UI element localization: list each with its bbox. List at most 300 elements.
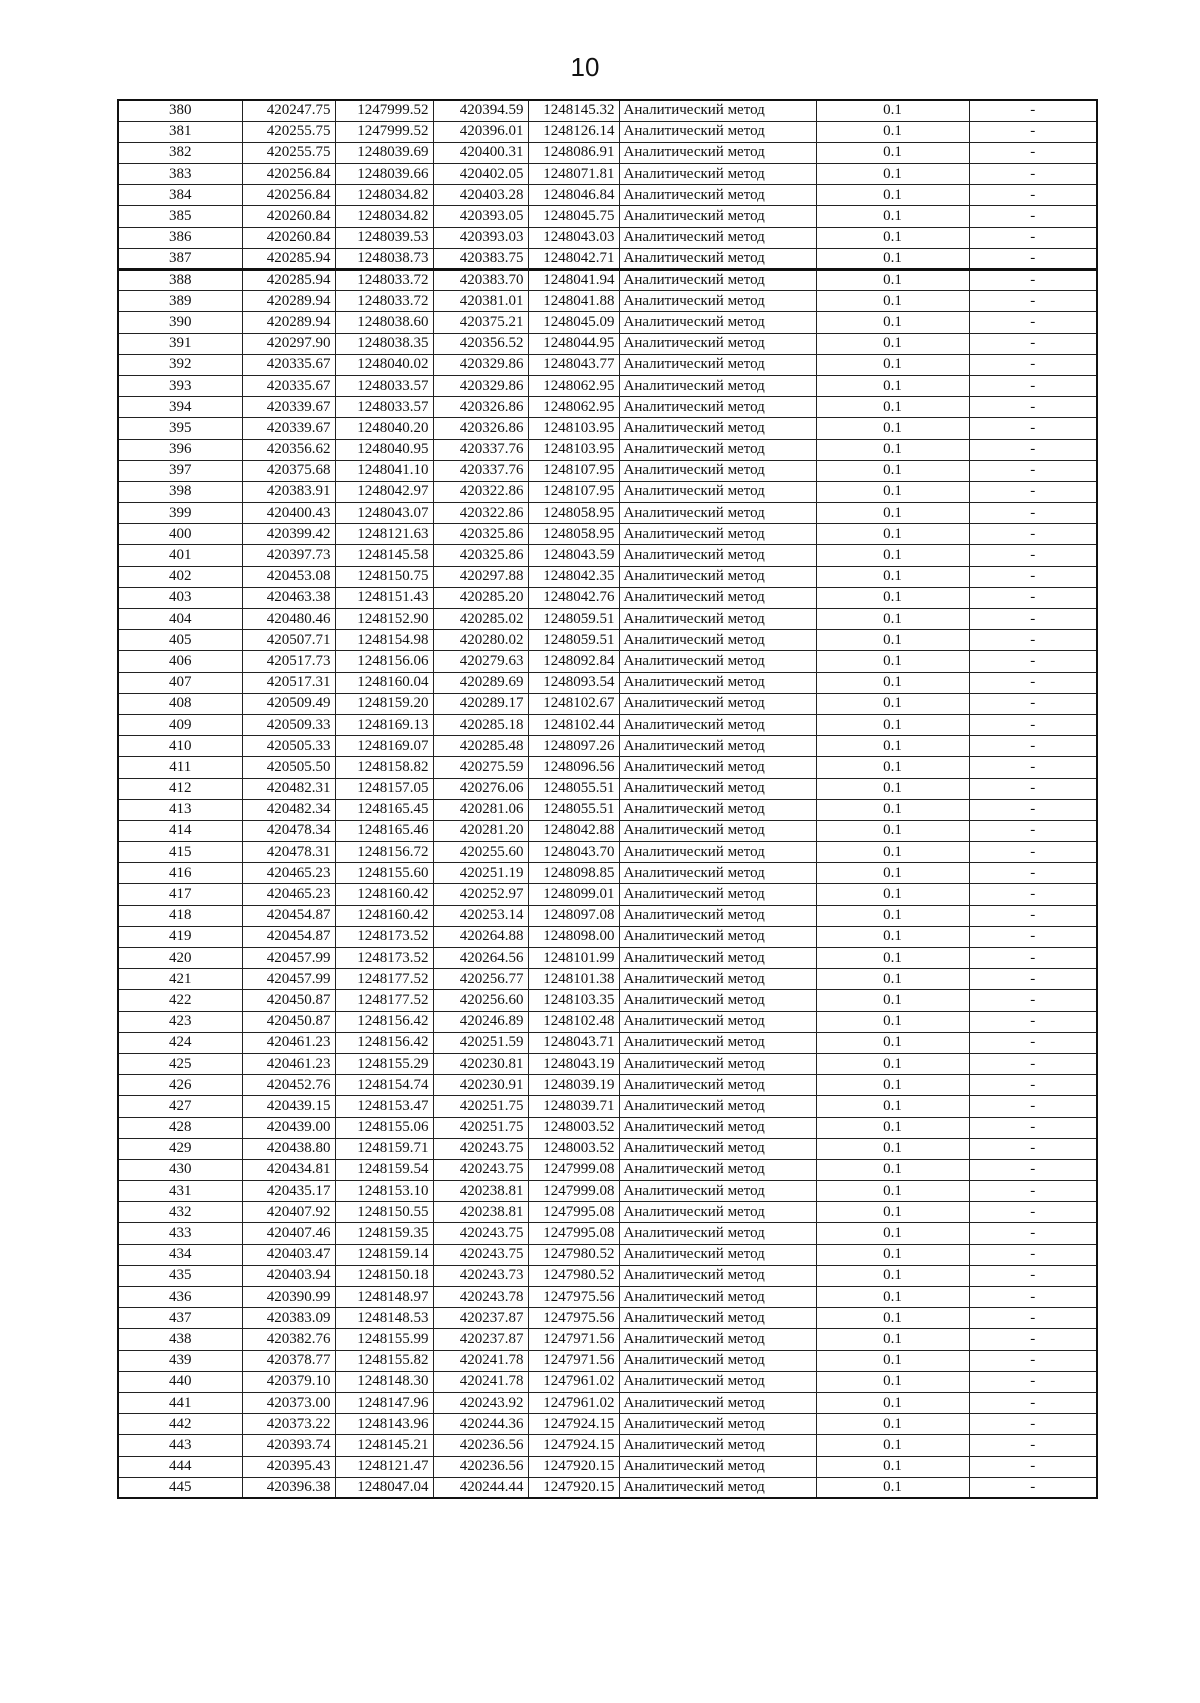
x2-cell: 420241.78 bbox=[433, 1350, 528, 1371]
y2-cell: 1247980.52 bbox=[528, 1244, 619, 1265]
y1-cell: 1248039.53 bbox=[335, 227, 433, 248]
y1-cell: 1248177.52 bbox=[335, 990, 433, 1011]
y2-cell: 1247961.02 bbox=[528, 1371, 619, 1392]
y1-cell: 1248121.47 bbox=[335, 1456, 433, 1477]
y2-cell: 1248102.48 bbox=[528, 1011, 619, 1032]
point-number: 412 bbox=[118, 778, 242, 799]
y2-cell: 1248092.84 bbox=[528, 651, 619, 672]
point-number: 410 bbox=[118, 736, 242, 757]
y2-cell: 1248103.35 bbox=[528, 990, 619, 1011]
y2-cell: 1248101.99 bbox=[528, 948, 619, 969]
note-cell: - bbox=[969, 757, 1097, 778]
y1-cell: 1248151.43 bbox=[335, 587, 433, 608]
method-cell: Аналитический метод bbox=[619, 1308, 816, 1329]
point-number: 435 bbox=[118, 1265, 242, 1286]
y1-cell: 1248038.73 bbox=[335, 248, 433, 269]
method-cell: Аналитический метод bbox=[619, 693, 816, 714]
method-cell: Аналитический метод bbox=[619, 842, 816, 863]
x1-cell: 420289.94 bbox=[242, 312, 335, 333]
note-cell: - bbox=[969, 1096, 1097, 1117]
table-row bbox=[118, 693, 1097, 714]
table-row bbox=[118, 1032, 1097, 1053]
precision-cell: 0.1 bbox=[816, 926, 969, 947]
y1-cell: 1248047.04 bbox=[335, 1477, 433, 1498]
x1-cell: 420335.67 bbox=[242, 375, 335, 396]
precision-cell: 0.1 bbox=[816, 1244, 969, 1265]
y1-cell: 1248033.57 bbox=[335, 397, 433, 418]
point-number: 402 bbox=[118, 566, 242, 587]
note-cell: - bbox=[969, 354, 1097, 375]
method-cell: Аналитический метод bbox=[619, 1477, 816, 1498]
method-cell: Аналитический метод bbox=[619, 439, 816, 460]
y2-cell: 1247975.56 bbox=[528, 1287, 619, 1308]
y1-cell: 1248173.52 bbox=[335, 948, 433, 969]
point-number: 389 bbox=[118, 291, 242, 312]
y1-cell: 1248154.74 bbox=[335, 1075, 433, 1096]
method-cell: Аналитический метод bbox=[619, 100, 816, 121]
point-number: 437 bbox=[118, 1308, 242, 1329]
x1-cell: 420439.15 bbox=[242, 1096, 335, 1117]
method-cell: Аналитический метод bbox=[619, 121, 816, 142]
method-cell: Аналитический метод bbox=[619, 905, 816, 926]
y1-cell: 1248155.06 bbox=[335, 1117, 433, 1138]
x1-cell: 420482.31 bbox=[242, 778, 335, 799]
precision-cell: 0.1 bbox=[816, 969, 969, 990]
x1-cell: 420478.31 bbox=[242, 842, 335, 863]
table-row bbox=[118, 863, 1097, 884]
x1-cell: 420505.33 bbox=[242, 736, 335, 757]
y2-cell: 1248086.91 bbox=[528, 142, 619, 163]
note-cell: - bbox=[969, 714, 1097, 735]
point-number: 426 bbox=[118, 1075, 242, 1096]
y1-cell: 1248177.52 bbox=[335, 969, 433, 990]
table-row bbox=[118, 1477, 1097, 1498]
table-row bbox=[118, 312, 1097, 333]
x2-cell: 420264.56 bbox=[433, 948, 528, 969]
y1-cell: 1248034.82 bbox=[335, 206, 433, 227]
y1-cell: 1248143.96 bbox=[335, 1414, 433, 1435]
method-cell: Аналитический метод bbox=[619, 757, 816, 778]
y1-cell: 1248169.07 bbox=[335, 736, 433, 757]
note-cell: - bbox=[969, 884, 1097, 905]
x1-cell: 420509.49 bbox=[242, 693, 335, 714]
y1-cell: 1248169.13 bbox=[335, 714, 433, 735]
precision-cell: 0.1 bbox=[816, 1371, 969, 1392]
table-row bbox=[118, 227, 1097, 248]
x2-cell: 420230.91 bbox=[433, 1075, 528, 1096]
note-cell: - bbox=[969, 990, 1097, 1011]
x1-cell: 420480.46 bbox=[242, 609, 335, 630]
table-row bbox=[118, 1096, 1097, 1117]
point-number: 438 bbox=[118, 1329, 242, 1350]
x1-cell: 420452.76 bbox=[242, 1075, 335, 1096]
precision-cell: 0.1 bbox=[816, 1350, 969, 1371]
x1-cell: 420450.87 bbox=[242, 1011, 335, 1032]
method-cell: Аналитический метод bbox=[619, 1032, 816, 1053]
x2-cell: 420238.81 bbox=[433, 1202, 528, 1223]
note-cell: - bbox=[969, 1371, 1097, 1392]
y1-cell: 1248148.97 bbox=[335, 1287, 433, 1308]
table-row bbox=[118, 1223, 1097, 1244]
method-cell: Аналитический метод bbox=[619, 1435, 816, 1456]
y2-cell: 1248107.95 bbox=[528, 481, 619, 502]
method-cell: Аналитический метод bbox=[619, 270, 816, 291]
x1-cell: 420335.67 bbox=[242, 354, 335, 375]
note-cell: - bbox=[969, 948, 1097, 969]
y1-cell: 1248159.14 bbox=[335, 1244, 433, 1265]
method-cell: Аналитический метод bbox=[619, 969, 816, 990]
method-cell: Аналитический метод bbox=[619, 1265, 816, 1286]
x2-cell: 420281.06 bbox=[433, 799, 528, 820]
x1-cell: 420379.10 bbox=[242, 1371, 335, 1392]
note-cell: - bbox=[969, 1287, 1097, 1308]
x2-cell: 420326.86 bbox=[433, 397, 528, 418]
x1-cell: 420256.84 bbox=[242, 164, 335, 185]
precision-cell: 0.1 bbox=[816, 1138, 969, 1159]
x1-cell: 420482.34 bbox=[242, 799, 335, 820]
precision-cell: 0.1 bbox=[816, 375, 969, 396]
y1-cell: 1248033.57 bbox=[335, 375, 433, 396]
x1-cell: 420457.99 bbox=[242, 969, 335, 990]
table-row bbox=[118, 1456, 1097, 1477]
point-number: 383 bbox=[118, 164, 242, 185]
note-cell: - bbox=[969, 206, 1097, 227]
x1-cell: 420285.94 bbox=[242, 270, 335, 291]
table-row bbox=[118, 672, 1097, 693]
precision-cell: 0.1 bbox=[816, 990, 969, 1011]
y2-cell: 1248101.38 bbox=[528, 969, 619, 990]
precision-cell: 0.1 bbox=[816, 587, 969, 608]
point-number: 391 bbox=[118, 333, 242, 354]
point-number: 428 bbox=[118, 1117, 242, 1138]
x2-cell: 420396.01 bbox=[433, 121, 528, 142]
method-cell: Аналитический метод bbox=[619, 651, 816, 672]
precision-cell: 0.1 bbox=[816, 333, 969, 354]
table-row bbox=[118, 206, 1097, 227]
precision-cell: 0.1 bbox=[816, 1011, 969, 1032]
x2-cell: 420243.78 bbox=[433, 1287, 528, 1308]
precision-cell: 0.1 bbox=[816, 630, 969, 651]
table-row bbox=[118, 651, 1097, 672]
point-number: 380 bbox=[118, 100, 242, 121]
precision-cell: 0.1 bbox=[816, 1435, 969, 1456]
x2-cell: 420279.63 bbox=[433, 651, 528, 672]
x1-cell: 420285.94 bbox=[242, 248, 335, 269]
x2-cell: 420238.81 bbox=[433, 1181, 528, 1202]
point-number: 381 bbox=[118, 121, 242, 142]
x2-cell: 420322.86 bbox=[433, 503, 528, 524]
y2-cell: 1248043.71 bbox=[528, 1032, 619, 1053]
y2-cell: 1248046.84 bbox=[528, 185, 619, 206]
note-cell: - bbox=[969, 1181, 1097, 1202]
note-cell: - bbox=[969, 905, 1097, 926]
note-cell: - bbox=[969, 333, 1097, 354]
y2-cell: 1247995.08 bbox=[528, 1202, 619, 1223]
y2-cell: 1247999.08 bbox=[528, 1159, 619, 1180]
x1-cell: 420382.76 bbox=[242, 1329, 335, 1350]
precision-cell: 0.1 bbox=[816, 227, 969, 248]
precision-cell: 0.1 bbox=[816, 863, 969, 884]
x1-cell: 420454.87 bbox=[242, 926, 335, 947]
note-cell: - bbox=[969, 1308, 1097, 1329]
method-cell: Аналитический метод bbox=[619, 1075, 816, 1096]
y1-cell: 1248040.20 bbox=[335, 418, 433, 439]
table-row bbox=[118, 1414, 1097, 1435]
table-row bbox=[118, 1159, 1097, 1180]
point-number: 406 bbox=[118, 651, 242, 672]
note-cell: - bbox=[969, 1435, 1097, 1456]
point-number: 423 bbox=[118, 1011, 242, 1032]
y1-cell: 1248160.42 bbox=[335, 884, 433, 905]
x1-cell: 420395.43 bbox=[242, 1456, 335, 1477]
point-number: 392 bbox=[118, 354, 242, 375]
precision-cell: 0.1 bbox=[816, 1202, 969, 1223]
x1-cell: 420461.23 bbox=[242, 1032, 335, 1053]
y2-cell: 1248043.70 bbox=[528, 842, 619, 863]
x1-cell: 420407.92 bbox=[242, 1202, 335, 1223]
x1-cell: 420457.99 bbox=[242, 948, 335, 969]
point-number: 444 bbox=[118, 1456, 242, 1477]
note-cell: - bbox=[969, 842, 1097, 863]
y1-cell: 1248033.72 bbox=[335, 291, 433, 312]
note-cell: - bbox=[969, 1011, 1097, 1032]
method-cell: Аналитический метод bbox=[619, 142, 816, 163]
note-cell: - bbox=[969, 142, 1097, 163]
point-number: 384 bbox=[118, 185, 242, 206]
table-row bbox=[118, 1371, 1097, 1392]
method-cell: Аналитический метод bbox=[619, 630, 816, 651]
note-cell: - bbox=[969, 926, 1097, 947]
point-number: 388 bbox=[118, 270, 242, 291]
x2-cell: 420337.76 bbox=[433, 439, 528, 460]
point-number: 419 bbox=[118, 926, 242, 947]
x1-cell: 420478.34 bbox=[242, 820, 335, 841]
point-number: 414 bbox=[118, 820, 242, 841]
table-row bbox=[118, 1392, 1097, 1413]
note-cell: - bbox=[969, 418, 1097, 439]
y2-cell: 1248043.03 bbox=[528, 227, 619, 248]
precision-cell: 0.1 bbox=[816, 1075, 969, 1096]
point-number: 399 bbox=[118, 503, 242, 524]
point-number: 409 bbox=[118, 714, 242, 735]
y1-cell: 1248041.10 bbox=[335, 460, 433, 481]
x2-cell: 420243.75 bbox=[433, 1159, 528, 1180]
method-cell: Аналитический метод bbox=[619, 948, 816, 969]
method-cell: Аналитический метод bbox=[619, 820, 816, 841]
x2-cell: 420280.02 bbox=[433, 630, 528, 651]
note-cell: - bbox=[969, 566, 1097, 587]
note-cell: - bbox=[969, 460, 1097, 481]
table-row bbox=[118, 757, 1097, 778]
table-row bbox=[118, 121, 1097, 142]
precision-cell: 0.1 bbox=[816, 206, 969, 227]
method-cell: Аналитический метод bbox=[619, 206, 816, 227]
x2-cell: 420285.02 bbox=[433, 609, 528, 630]
precision-cell: 0.1 bbox=[816, 121, 969, 142]
y2-cell: 1247971.56 bbox=[528, 1329, 619, 1350]
table-row bbox=[118, 1011, 1097, 1032]
y1-cell: 1248148.53 bbox=[335, 1308, 433, 1329]
note-cell: - bbox=[969, 1117, 1097, 1138]
precision-cell: 0.1 bbox=[816, 312, 969, 333]
y2-cell: 1247980.52 bbox=[528, 1265, 619, 1286]
point-number: 400 bbox=[118, 524, 242, 545]
x2-cell: 420297.88 bbox=[433, 566, 528, 587]
table-row bbox=[118, 1138, 1097, 1159]
note-cell: - bbox=[969, 375, 1097, 396]
x2-cell: 420383.75 bbox=[433, 248, 528, 269]
note-cell: - bbox=[969, 609, 1097, 630]
y1-cell: 1248038.60 bbox=[335, 312, 433, 333]
x2-cell: 420402.05 bbox=[433, 164, 528, 185]
method-cell: Аналитический метод bbox=[619, 609, 816, 630]
y1-cell: 1248160.42 bbox=[335, 905, 433, 926]
table-row bbox=[118, 609, 1097, 630]
point-number: 413 bbox=[118, 799, 242, 820]
note-cell: - bbox=[969, 630, 1097, 651]
y1-cell: 1248155.99 bbox=[335, 1329, 433, 1350]
precision-cell: 0.1 bbox=[816, 1096, 969, 1117]
x2-cell: 420246.89 bbox=[433, 1011, 528, 1032]
method-cell: Аналитический метод bbox=[619, 1117, 816, 1138]
method-cell: Аналитический метод bbox=[619, 164, 816, 185]
y2-cell: 1248145.32 bbox=[528, 100, 619, 121]
y2-cell: 1248003.52 bbox=[528, 1117, 619, 1138]
x1-cell: 420465.23 bbox=[242, 863, 335, 884]
precision-cell: 0.1 bbox=[816, 1456, 969, 1477]
y2-cell: 1247920.15 bbox=[528, 1477, 619, 1498]
method-cell: Аналитический метод bbox=[619, 587, 816, 608]
y1-cell: 1248155.82 bbox=[335, 1350, 433, 1371]
precision-cell: 0.1 bbox=[816, 100, 969, 121]
method-cell: Аналитический метод bbox=[619, 185, 816, 206]
note-cell: - bbox=[969, 545, 1097, 566]
precision-cell: 0.1 bbox=[816, 1265, 969, 1286]
y1-cell: 1248121.63 bbox=[335, 524, 433, 545]
x1-cell: 420256.84 bbox=[242, 185, 335, 206]
precision-cell: 0.1 bbox=[816, 609, 969, 630]
point-number: 420 bbox=[118, 948, 242, 969]
method-cell: Аналитический метод bbox=[619, 1159, 816, 1180]
x2-cell: 420289.17 bbox=[433, 693, 528, 714]
precision-cell: 0.1 bbox=[816, 481, 969, 502]
x2-cell: 420251.59 bbox=[433, 1032, 528, 1053]
y1-cell: 1248038.35 bbox=[335, 333, 433, 354]
point-number: 432 bbox=[118, 1202, 242, 1223]
method-cell: Аналитический метод bbox=[619, 227, 816, 248]
note-cell: - bbox=[969, 503, 1097, 524]
note-cell: - bbox=[969, 1265, 1097, 1286]
y2-cell: 1247999.08 bbox=[528, 1181, 619, 1202]
point-number: 429 bbox=[118, 1138, 242, 1159]
x2-cell: 420400.31 bbox=[433, 142, 528, 163]
y2-cell: 1247920.15 bbox=[528, 1456, 619, 1477]
point-number: 422 bbox=[118, 990, 242, 1011]
x2-cell: 420281.20 bbox=[433, 820, 528, 841]
x1-cell: 420393.74 bbox=[242, 1435, 335, 1456]
x2-cell: 420255.60 bbox=[433, 842, 528, 863]
table-row bbox=[118, 1350, 1097, 1371]
x1-cell: 420378.77 bbox=[242, 1350, 335, 1371]
table-row bbox=[118, 905, 1097, 926]
x2-cell: 420326.86 bbox=[433, 418, 528, 439]
y1-cell: 1248156.42 bbox=[335, 1011, 433, 1032]
y1-cell: 1248159.54 bbox=[335, 1159, 433, 1180]
y2-cell: 1248043.19 bbox=[528, 1053, 619, 1074]
method-cell: Аналитический метод bbox=[619, 778, 816, 799]
table-body bbox=[118, 100, 1097, 1498]
note-cell: - bbox=[969, 1075, 1097, 1096]
table-row bbox=[118, 1435, 1097, 1456]
method-cell: Аналитический метод bbox=[619, 1244, 816, 1265]
table-row bbox=[118, 439, 1097, 460]
y2-cell: 1248045.09 bbox=[528, 312, 619, 333]
precision-cell: 0.1 bbox=[816, 185, 969, 206]
y2-cell: 1248058.95 bbox=[528, 524, 619, 545]
table-row bbox=[118, 354, 1097, 375]
method-cell: Аналитический метод bbox=[619, 990, 816, 1011]
method-cell: Аналитический метод bbox=[619, 1011, 816, 1032]
x1-cell: 420453.08 bbox=[242, 566, 335, 587]
precision-cell: 0.1 bbox=[816, 736, 969, 757]
note-cell: - bbox=[969, 100, 1097, 121]
y1-cell: 1248156.72 bbox=[335, 842, 433, 863]
x1-cell: 420396.38 bbox=[242, 1477, 335, 1498]
method-cell: Аналитический метод bbox=[619, 354, 816, 375]
table-row bbox=[118, 397, 1097, 418]
method-cell: Аналитический метод bbox=[619, 481, 816, 502]
precision-cell: 0.1 bbox=[816, 1117, 969, 1138]
x2-cell: 420381.01 bbox=[433, 291, 528, 312]
precision-cell: 0.1 bbox=[816, 524, 969, 545]
method-cell: Аналитический метод bbox=[619, 1202, 816, 1223]
y2-cell: 1248093.54 bbox=[528, 672, 619, 693]
precision-cell: 0.1 bbox=[816, 842, 969, 863]
y2-cell: 1248043.77 bbox=[528, 354, 619, 375]
precision-cell: 0.1 bbox=[816, 1308, 969, 1329]
note-cell: - bbox=[969, 164, 1097, 185]
method-cell: Аналитический метод bbox=[619, 1456, 816, 1477]
x2-cell: 420230.81 bbox=[433, 1053, 528, 1074]
x1-cell: 420260.84 bbox=[242, 206, 335, 227]
y2-cell: 1248062.95 bbox=[528, 397, 619, 418]
y2-cell: 1248039.71 bbox=[528, 1096, 619, 1117]
table-row bbox=[118, 185, 1097, 206]
point-number: 395 bbox=[118, 418, 242, 439]
x1-cell: 420339.67 bbox=[242, 397, 335, 418]
x2-cell: 420325.86 bbox=[433, 545, 528, 566]
note-cell: - bbox=[969, 248, 1097, 269]
y1-cell: 1248154.98 bbox=[335, 630, 433, 651]
y1-cell: 1248040.02 bbox=[335, 354, 433, 375]
table-row bbox=[118, 799, 1097, 820]
y1-cell: 1248155.29 bbox=[335, 1053, 433, 1074]
precision-cell: 0.1 bbox=[816, 1287, 969, 1308]
x2-cell: 420322.86 bbox=[433, 481, 528, 502]
x2-cell: 420237.87 bbox=[433, 1329, 528, 1350]
x1-cell: 420438.80 bbox=[242, 1138, 335, 1159]
precision-cell: 0.1 bbox=[816, 778, 969, 799]
point-number: 382 bbox=[118, 142, 242, 163]
x1-cell: 420517.31 bbox=[242, 672, 335, 693]
y1-cell: 1248148.30 bbox=[335, 1371, 433, 1392]
precision-cell: 0.1 bbox=[816, 566, 969, 587]
y1-cell: 1248158.82 bbox=[335, 757, 433, 778]
point-number: 425 bbox=[118, 1053, 242, 1074]
x2-cell: 420253.14 bbox=[433, 905, 528, 926]
note-cell: - bbox=[969, 1159, 1097, 1180]
precision-cell: 0.1 bbox=[816, 1392, 969, 1413]
